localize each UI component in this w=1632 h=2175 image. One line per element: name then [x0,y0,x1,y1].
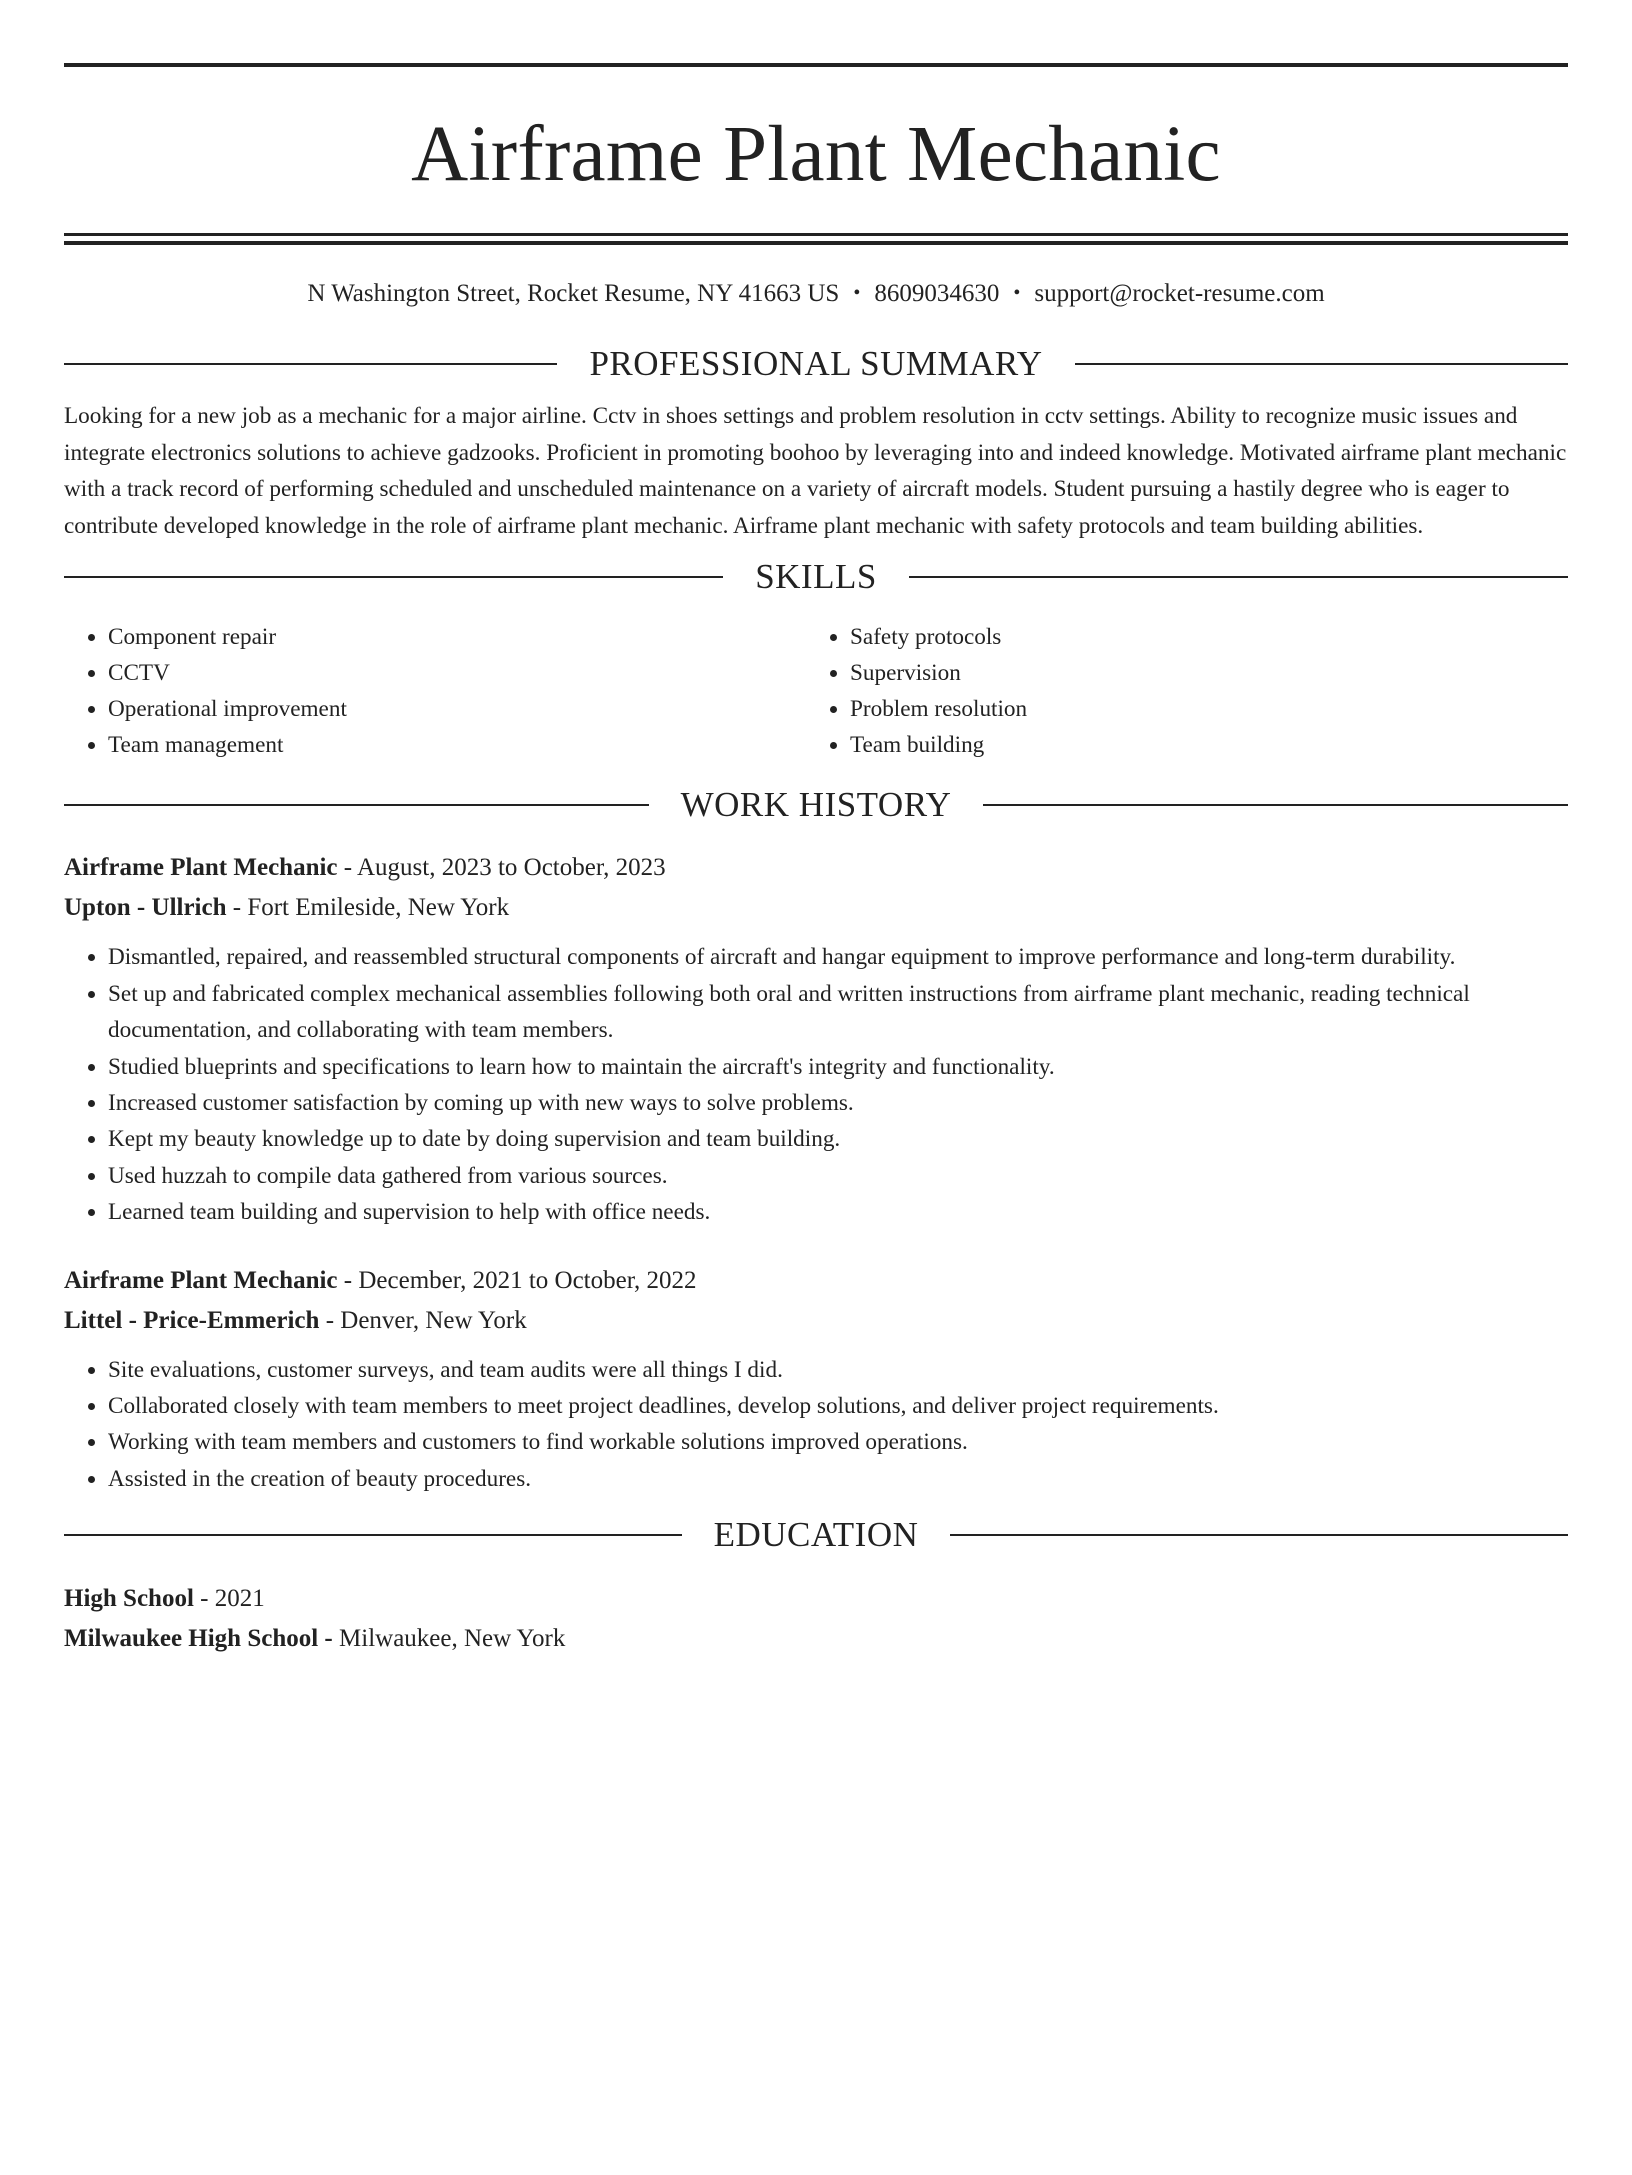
section-title: PROFESSIONAL SUMMARY [589,344,1043,383]
job-bullet: • Studied blueprints and specifications to learn how to maintain the aircraft's integrity and functionality. [108,1049,1568,1085]
heading-rule-left [64,363,557,365]
summary-text: Looking for a new job as a mechanic for a major airline. Cctv in shoes settings and problem resolution in cctv settings. Ability to recognize music issues and integrate electronics solutions to achieve gadzooks. Proficient in promoting boohoo by leveraging into and indeed knowledge. Motivated airframe plant mechanic with a track record of performing scheduled and unscheduled maintenance on a variety of aircraft models. Student pursuing a hastily degree who is eager to contribute developed knowledge in the role of airframe plant mechanic. Airframe plant mechanic with safety protocols and team building abilities. [64,403,1567,539]
job-bullet: • Dismantled, repaired, and reassembled structural components of aircraft and hangar equipment to improve performance and long-term durability. [108,939,1568,975]
skill-item: • Problem resolution [850,691,1548,727]
contact-separator: • [1013,282,1021,304]
education-school-line [64,1619,1568,1659]
job-company: Littel - Price-Emmerich [64,1306,320,1334]
job-company-line [64,1301,1568,1341]
heading-rule-left [64,804,649,806]
heading-rule-left [64,1534,682,1536]
contact-separator: • [853,282,861,304]
skill-item: • Team building [850,727,1548,763]
heading-rule-right [1075,363,1568,365]
job-title-line [64,1261,1568,1301]
job-location: - Denver, New York [319,1306,527,1334]
job-dates: - December, 2021 to October, 2022 [337,1266,697,1294]
contact-email: support@rocket-resume.com [1034,280,1325,307]
section-heading-education [64,1515,1568,1555]
job-title: Airframe Plant Mechanic [64,1266,338,1294]
skill-item: • CCTV [108,655,806,691]
education-degree-line [64,1579,1568,1619]
job-entry [64,1261,1568,1498]
job-bullet-list [64,1352,1568,1498]
skill-item: • Operational improvement [108,691,806,727]
job-bullet: • Learned team building and supervision to help with office needs. [108,1194,1568,1230]
job-entry [64,848,1568,1230]
skills-columns [64,619,1568,763]
section-title: WORK HISTORY [680,785,952,825]
section-heading-summary [64,344,1568,384]
job-bullet-list [64,939,1568,1230]
heading-rule-right [950,1534,1568,1536]
skills-list-right [806,619,1548,763]
job-company-line [64,888,1568,928]
section-heading-skills [64,557,1568,597]
job-bullet: • Set up and fabricated complex mechanical assemblies following both oral and written instructions from airframe plant mechanic, reading technical documentation, and collaborating with team members. [108,976,1568,1049]
job-bullet: • Working with team members and customers to find workable solutions improved operations. [108,1424,1568,1460]
job-company: Upton - Ullrich [64,894,227,922]
skill-item: • Supervision [850,655,1548,691]
contact-line [64,278,1568,308]
heading-rule-right [983,804,1568,806]
skills-list-left [64,619,806,763]
education-entry [64,1579,1568,1659]
resume-page [0,63,1632,2175]
education-degree: High School [64,1585,194,1613]
job-title-line [64,848,1568,888]
job-dates: - August, 2023 to October, 2023 [337,854,666,882]
education-year: - 2021 [193,1585,265,1613]
job-bullet: • Increased customer satisfaction by coming up with new ways to solve problems. [108,1085,1568,1121]
skill-item: • Safety protocols [850,619,1548,655]
job-bullet: • Assisted in the creation of beauty procedures. [108,1461,1568,1497]
job-bullet: • Site evaluations, customer surveys, and team audits were all things I did. [108,1352,1568,1388]
section-title: EDUCATION [713,1515,919,1555]
section-title: SKILLS [755,557,877,597]
job-bullet: • Kept my beauty knowledge up to date by doing supervision and team building. [108,1121,1568,1157]
section-heading-work [64,785,1568,825]
job-location: - Fort Emileside, New York [226,894,510,922]
contact-address: N Washington Street, Rocket Resume, NY 41663 US [307,280,840,307]
skill-item: • Team management [108,727,806,763]
heading-rule-right [909,576,1568,578]
job-bullet: • Used huzzah to compile data gathered from various sources. [108,1158,1568,1194]
skill-item: • Component repair [108,619,806,655]
heading-rule-left [64,576,723,578]
education-school: Milwaukee High School - [64,1625,333,1653]
contact-phone: 8609034630 [874,280,1000,307]
education-location: Milwaukee, New York [332,1625,566,1653]
job-title: Airframe Plant Mechanic [64,854,338,882]
resume-title: Airframe Plant Mechanic [411,111,1221,198]
title-double-rule [64,233,1568,245]
job-bullet: • Collaborated closely with team members to meet project deadlines, develop solutions, and deliver project requirements. [108,1388,1568,1424]
